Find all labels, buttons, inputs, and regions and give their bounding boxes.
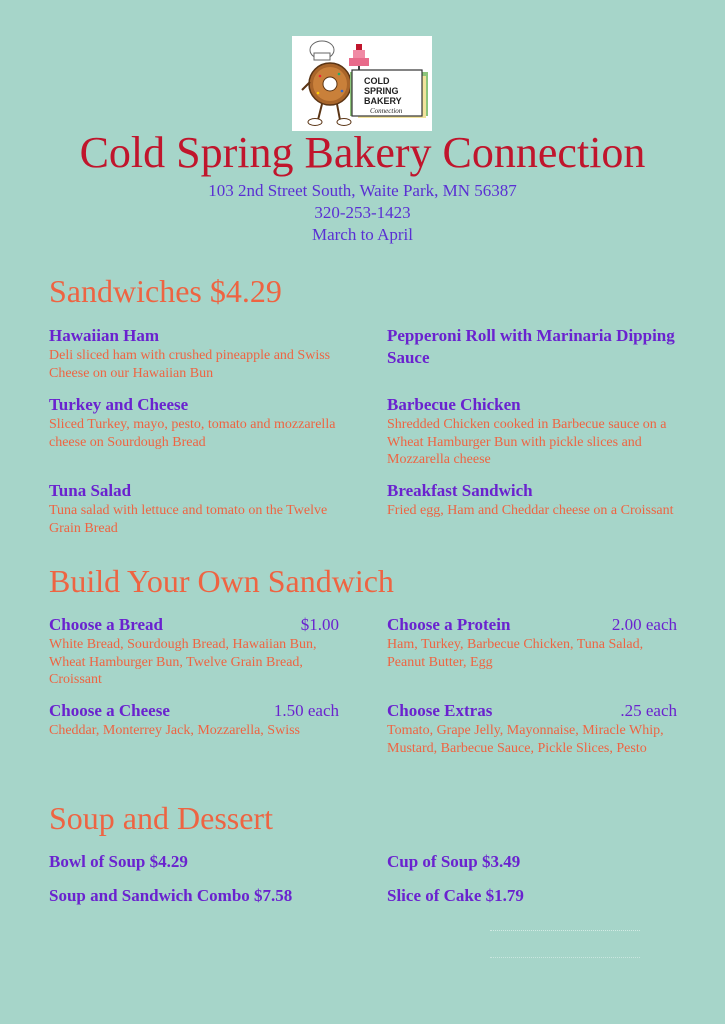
page-title: Cold Spring Bakery Connection (79, 128, 646, 177)
faint-watermark (490, 930, 640, 958)
date-range: March to April (311, 225, 414, 244)
menu-item (387, 700, 677, 757)
menu-item (49, 614, 339, 689)
item-price: 2.00 each (611, 615, 677, 634)
item-name: Breakfast Sandwich (387, 481, 533, 500)
item-name: Hawaiian Ham (49, 326, 160, 345)
menu-item (49, 325, 339, 382)
logo-text-connection: Connection (370, 107, 403, 115)
item-name: Soup and Sandwich Combo $7.58 (49, 886, 293, 905)
menu-item (387, 394, 677, 469)
address: 103 2nd Street South, Waite Park, MN 56387 (208, 181, 517, 200)
phone: 320-253-1423 (314, 203, 411, 222)
item-description: Fried egg, Ham and Cheddar cheese on a Croissant (387, 503, 674, 518)
item-name: Barbecue Chicken (387, 395, 521, 414)
logo-text-cold: COLD (364, 76, 390, 86)
menu-item (49, 885, 339, 907)
menu-item (387, 480, 677, 520)
item-description: White Bread, Sourdough Bread, Hawaiian Bun, Wheat Hamburger Bun, Twelve Grain Bread, Croissant (49, 637, 317, 687)
item-description: Cheddar, Monterrey Jack, Mozzarella, Swiss (49, 723, 300, 738)
menu-item (387, 614, 677, 671)
menu-item (49, 851, 339, 873)
soup-dessert-heading: Soup and Dessert (49, 800, 273, 836)
item-name: Cup of Soup $3.49 (387, 852, 521, 871)
menu-item (49, 394, 339, 451)
item-name: Tuna Salad (49, 481, 132, 500)
item-price: .25 each (620, 701, 677, 720)
menu-item (49, 480, 339, 537)
item-name: Choose a Bread (49, 615, 163, 634)
item-description: Ham, Turkey, Barbecue Chicken, Tuna Salad, Peanut Butter, Egg (387, 637, 644, 670)
item-name: Turkey and Cheese (49, 395, 189, 414)
item-name: Pepperoni Roll with Marinaria Dipping Sauce (387, 326, 675, 367)
logo-text-bakery: BAKERY (364, 96, 402, 106)
item-name: Choose a Protein (387, 615, 511, 634)
item-name: Bowl of Soup $4.29 (49, 852, 188, 871)
item-description: Sliced Turkey, mayo, pesto, tomato and mozzarella cheese on Sourdough Bread (49, 417, 336, 450)
build-your-own-heading: Build Your Own Sandwich (49, 563, 394, 599)
item-description: Tomato, Grape Jelly, Mayonnaise, Miracle Whip, Mustard, Barbecue Sauce, Pickle Slices, Pesto (387, 723, 664, 756)
item-name: Slice of Cake $1.79 (387, 886, 524, 905)
item-description: Tuna salad with lettuce and tomato on the Twelve Grain Bread (49, 503, 328, 536)
menu-item (387, 885, 677, 907)
logo-text-spring: SPRING (364, 86, 399, 96)
menu-item (49, 700, 339, 740)
item-price: 1.50 each (273, 701, 339, 720)
item-description: Shredded Chicken cooked in Barbecue sauce on a Wheat Hamburger Bun with pickle slices and Mozzarella cheese (387, 417, 667, 467)
bakery-logo (292, 36, 432, 131)
item-description: Deli sliced ham with crushed pineapple and Swiss Cheese on our Hawaiian Bun (49, 348, 331, 381)
item-name: Choose Extras (387, 701, 493, 720)
item-price: $1.00 (300, 615, 339, 634)
menu-item (387, 851, 677, 873)
item-name: Choose a Cheese (49, 701, 170, 720)
sandwiches-heading: Sandwiches $4.29 (49, 273, 282, 309)
menu-item (387, 325, 677, 369)
